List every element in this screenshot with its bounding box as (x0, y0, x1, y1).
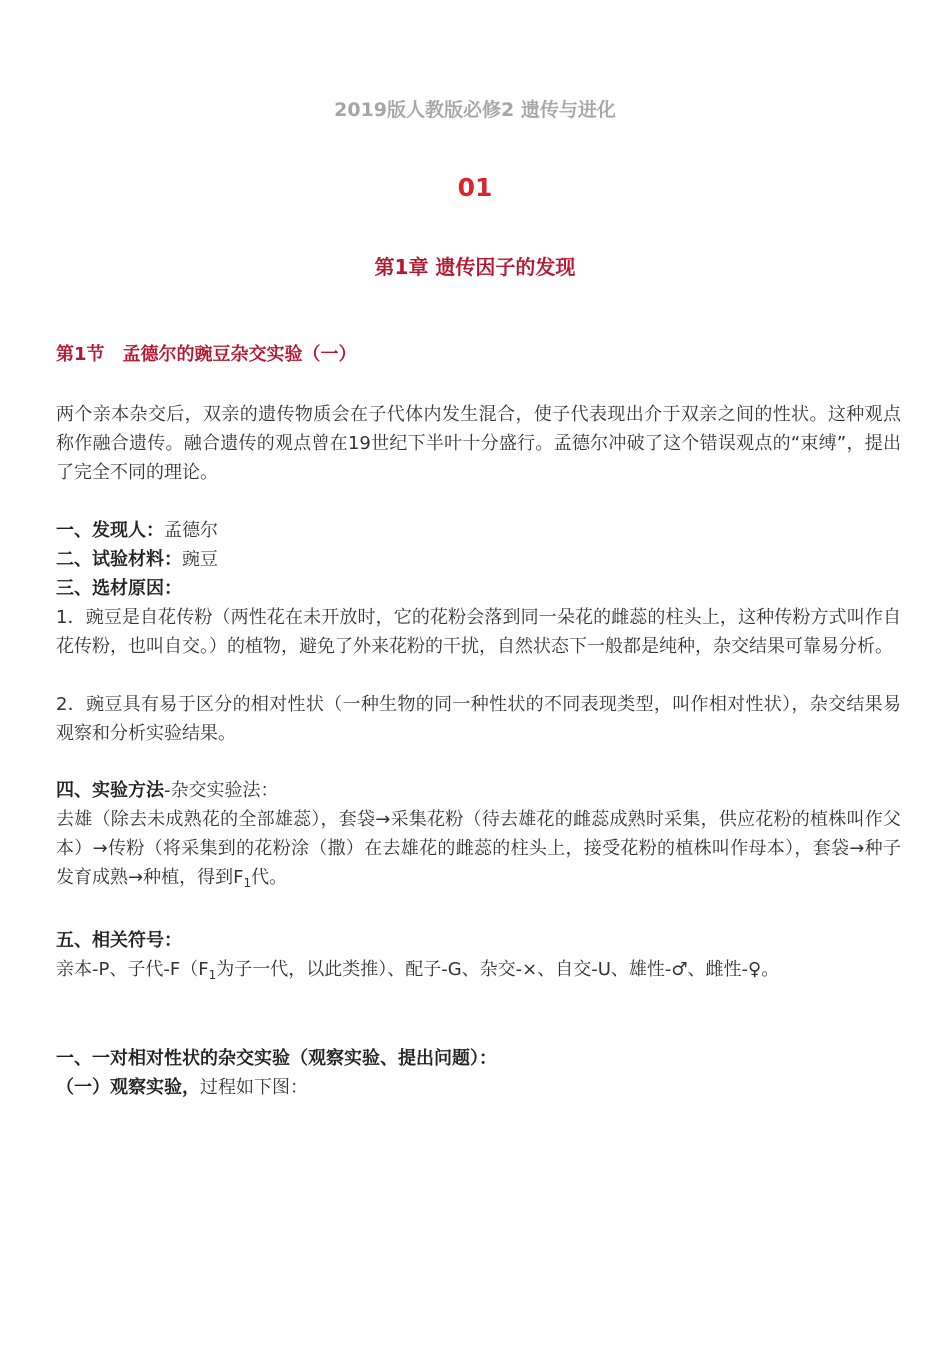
observe-line (56, 1073, 901, 1102)
method-line (56, 776, 901, 805)
discoverer-line (56, 516, 901, 545)
material-label: 二、试验材料： (56, 549, 182, 570)
observe-value: 过程如下图： (200, 1077, 308, 1098)
observe-label: （一）观察实验， (56, 1077, 200, 1098)
symbols-label: 五、相关符号： (56, 930, 182, 951)
reason-2-paragraph: 2．豌豆具有易于区分的相对性状（一种生物的同一种性状的不同表现类型，叫作相对性状），杂交结果易观察和分析实验结果。 (56, 694, 901, 744)
material-value: 豌豆 (182, 549, 218, 570)
section-title (56, 340, 357, 366)
discoverer-value: 孟德尔 (164, 520, 218, 541)
chapter-number: 01 (457, 173, 493, 202)
material-line (56, 545, 901, 574)
subscript-one: 1 (243, 876, 252, 890)
discoverer-label: 一、发现人： (56, 520, 164, 541)
intro-paragraph: 两个亲本杂交后，双亲的遗传物质会在子代体内发生混合，使子代表现出介于双亲之间的性状。这种观点称作融合遗传。融合遗传的观点曾在19世纪下半叶十分盛行。孟德尔冲破了这个错误观点的“束缚”，提出了完全不同的理论。 (56, 404, 901, 483)
method-description: 去雄（除去未成熟花的全部雄蕊），套袋→采集花粉（待去雄花的雌蕊成熟时采集，供应花粉的植株叫作父本）→传粉（将采集到的花粉涂（撒）在去雄花的雌蕊的柱头上，接受花粉的植株叫作母本），套袋→种子发育成熟→种植，得到$F_1$代。 (56, 809, 901, 890)
experiment-title: 一、一对相对性状的杂交实验（观察实验、提出问题）： (56, 1048, 497, 1069)
document-header: 2019版人教版必修2 遗传与进化 (334, 99, 616, 121)
section-number: 第1节 (56, 344, 105, 365)
reason-1-paragraph: 1．豌豆是自花传粉（两性花在未开放时，它的花粉会落到同一朵花的雌蕊的柱头上，这种传粉方式叫作自花传粉，也叫自交。）的植物，避免了外来花粉的干扰，自然状态下一般都是纯种，杂交结果可靠易分析。 (56, 607, 901, 657)
section-name: 孟德尔的豌豆杂交实验（一） (122, 344, 357, 365)
subscript-one: 1 (208, 968, 217, 982)
chapter-title: 第1章 遗传因子的发现 (374, 255, 576, 279)
symbols-description: 亲本-P、子代$-F(F_1$为子一代，以此类推）、配子-G、杂交-×、自交-U、雄性-♂、雌性-♀。 (56, 959, 780, 982)
reason-label: 三、选材原因： (56, 578, 182, 599)
method-value: -杂交实验法： (164, 780, 279, 801)
method-label: 四、实验方法 (56, 780, 164, 801)
